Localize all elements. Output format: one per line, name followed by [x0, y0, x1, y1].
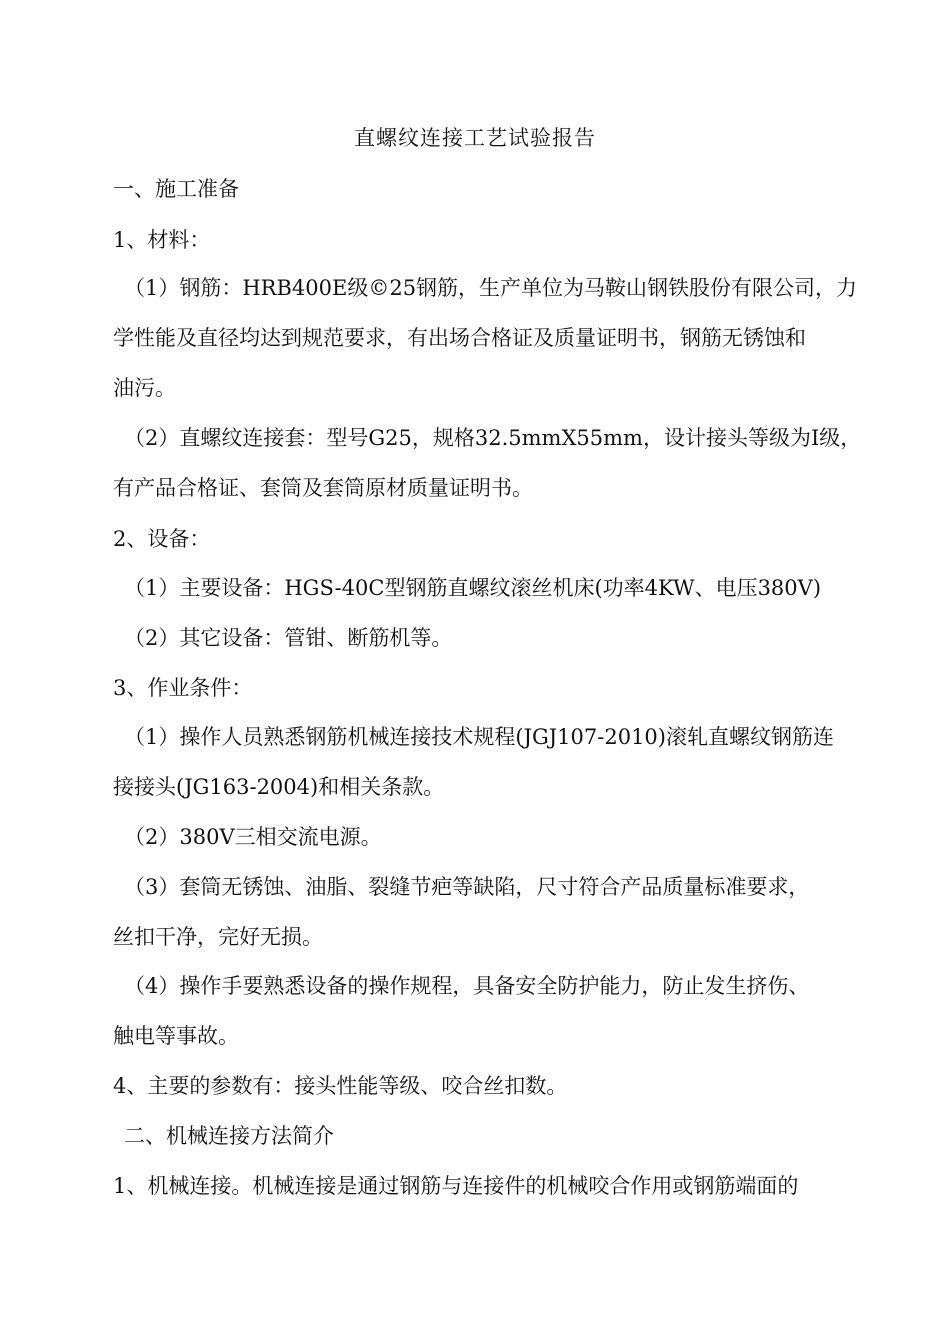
- paragraph-line: （4）操作手要熟悉设备的操作规程，具备安全防护能力，防止发生挤伤、: [124, 974, 810, 998]
- subheading-materials: 1、材料：: [113, 228, 211, 252]
- paragraph-line: 触电等事故。: [113, 1024, 239, 1048]
- paragraph-line: （2）其它设备：管钳、断筋机等。: [124, 626, 453, 650]
- paragraph-line: 丝扣干净，完好无损。: [113, 925, 323, 949]
- paragraph-line: （1）主要设备：HGS-40C型钢筋直螺纹滚丝机床(功率4KW、电压380V): [124, 576, 822, 600]
- paragraph-line: 接接头(JG163-2004)和相关条款。: [113, 775, 445, 799]
- paragraph-line: （1）操作人员熟悉钢筋机械连接技术规程(JGJ107-2010)滚轧直螺纹钢筋连: [124, 725, 834, 749]
- paragraph-line: 有产品合格证、套筒及套筒原材质量证明书。: [113, 476, 533, 500]
- paragraph-line: （2）380V三相交流电源。: [124, 825, 382, 849]
- paragraph-line: 学性能及直径均达到规范要求，有出场合格证及质量证明书，钢筋无锈蚀和: [113, 326, 806, 350]
- paragraph-line: 4、主要的参数有：接头性能等级、咬合丝扣数。: [113, 1074, 568, 1098]
- section-heading-mechanical-connection: 二、机械连接方法简介: [124, 1124, 334, 1148]
- paragraph-line: （1）钢筋：HRB400E级©25钢筋，生产单位为马鞍山钢铁股份有限公司，力: [124, 276, 858, 300]
- subheading-equipment: 2、设备：: [113, 527, 211, 551]
- paragraph-line: 油污。: [113, 376, 176, 400]
- subheading-work-conditions: 3、作业条件：: [113, 676, 253, 700]
- section-heading-preparation: 一、施工准备: [113, 177, 239, 201]
- paragraph-line: （3）套筒无锈蚀、油脂、裂缝节疤等缺陷，尺寸符合产品质量标准要求，: [124, 875, 810, 899]
- paragraph-line: （2）直螺纹连接套：型号G25，规格32.5mmX55mm，设计接头等级为Ⅰ级，: [124, 426, 862, 450]
- document-title: 直螺纹连接工艺试验报告: [354, 126, 596, 150]
- paragraph-line: 1、机械连接。机械连接是通过钢筋与连接件的机械咬合作用或钢筋端面的: [113, 1174, 799, 1198]
